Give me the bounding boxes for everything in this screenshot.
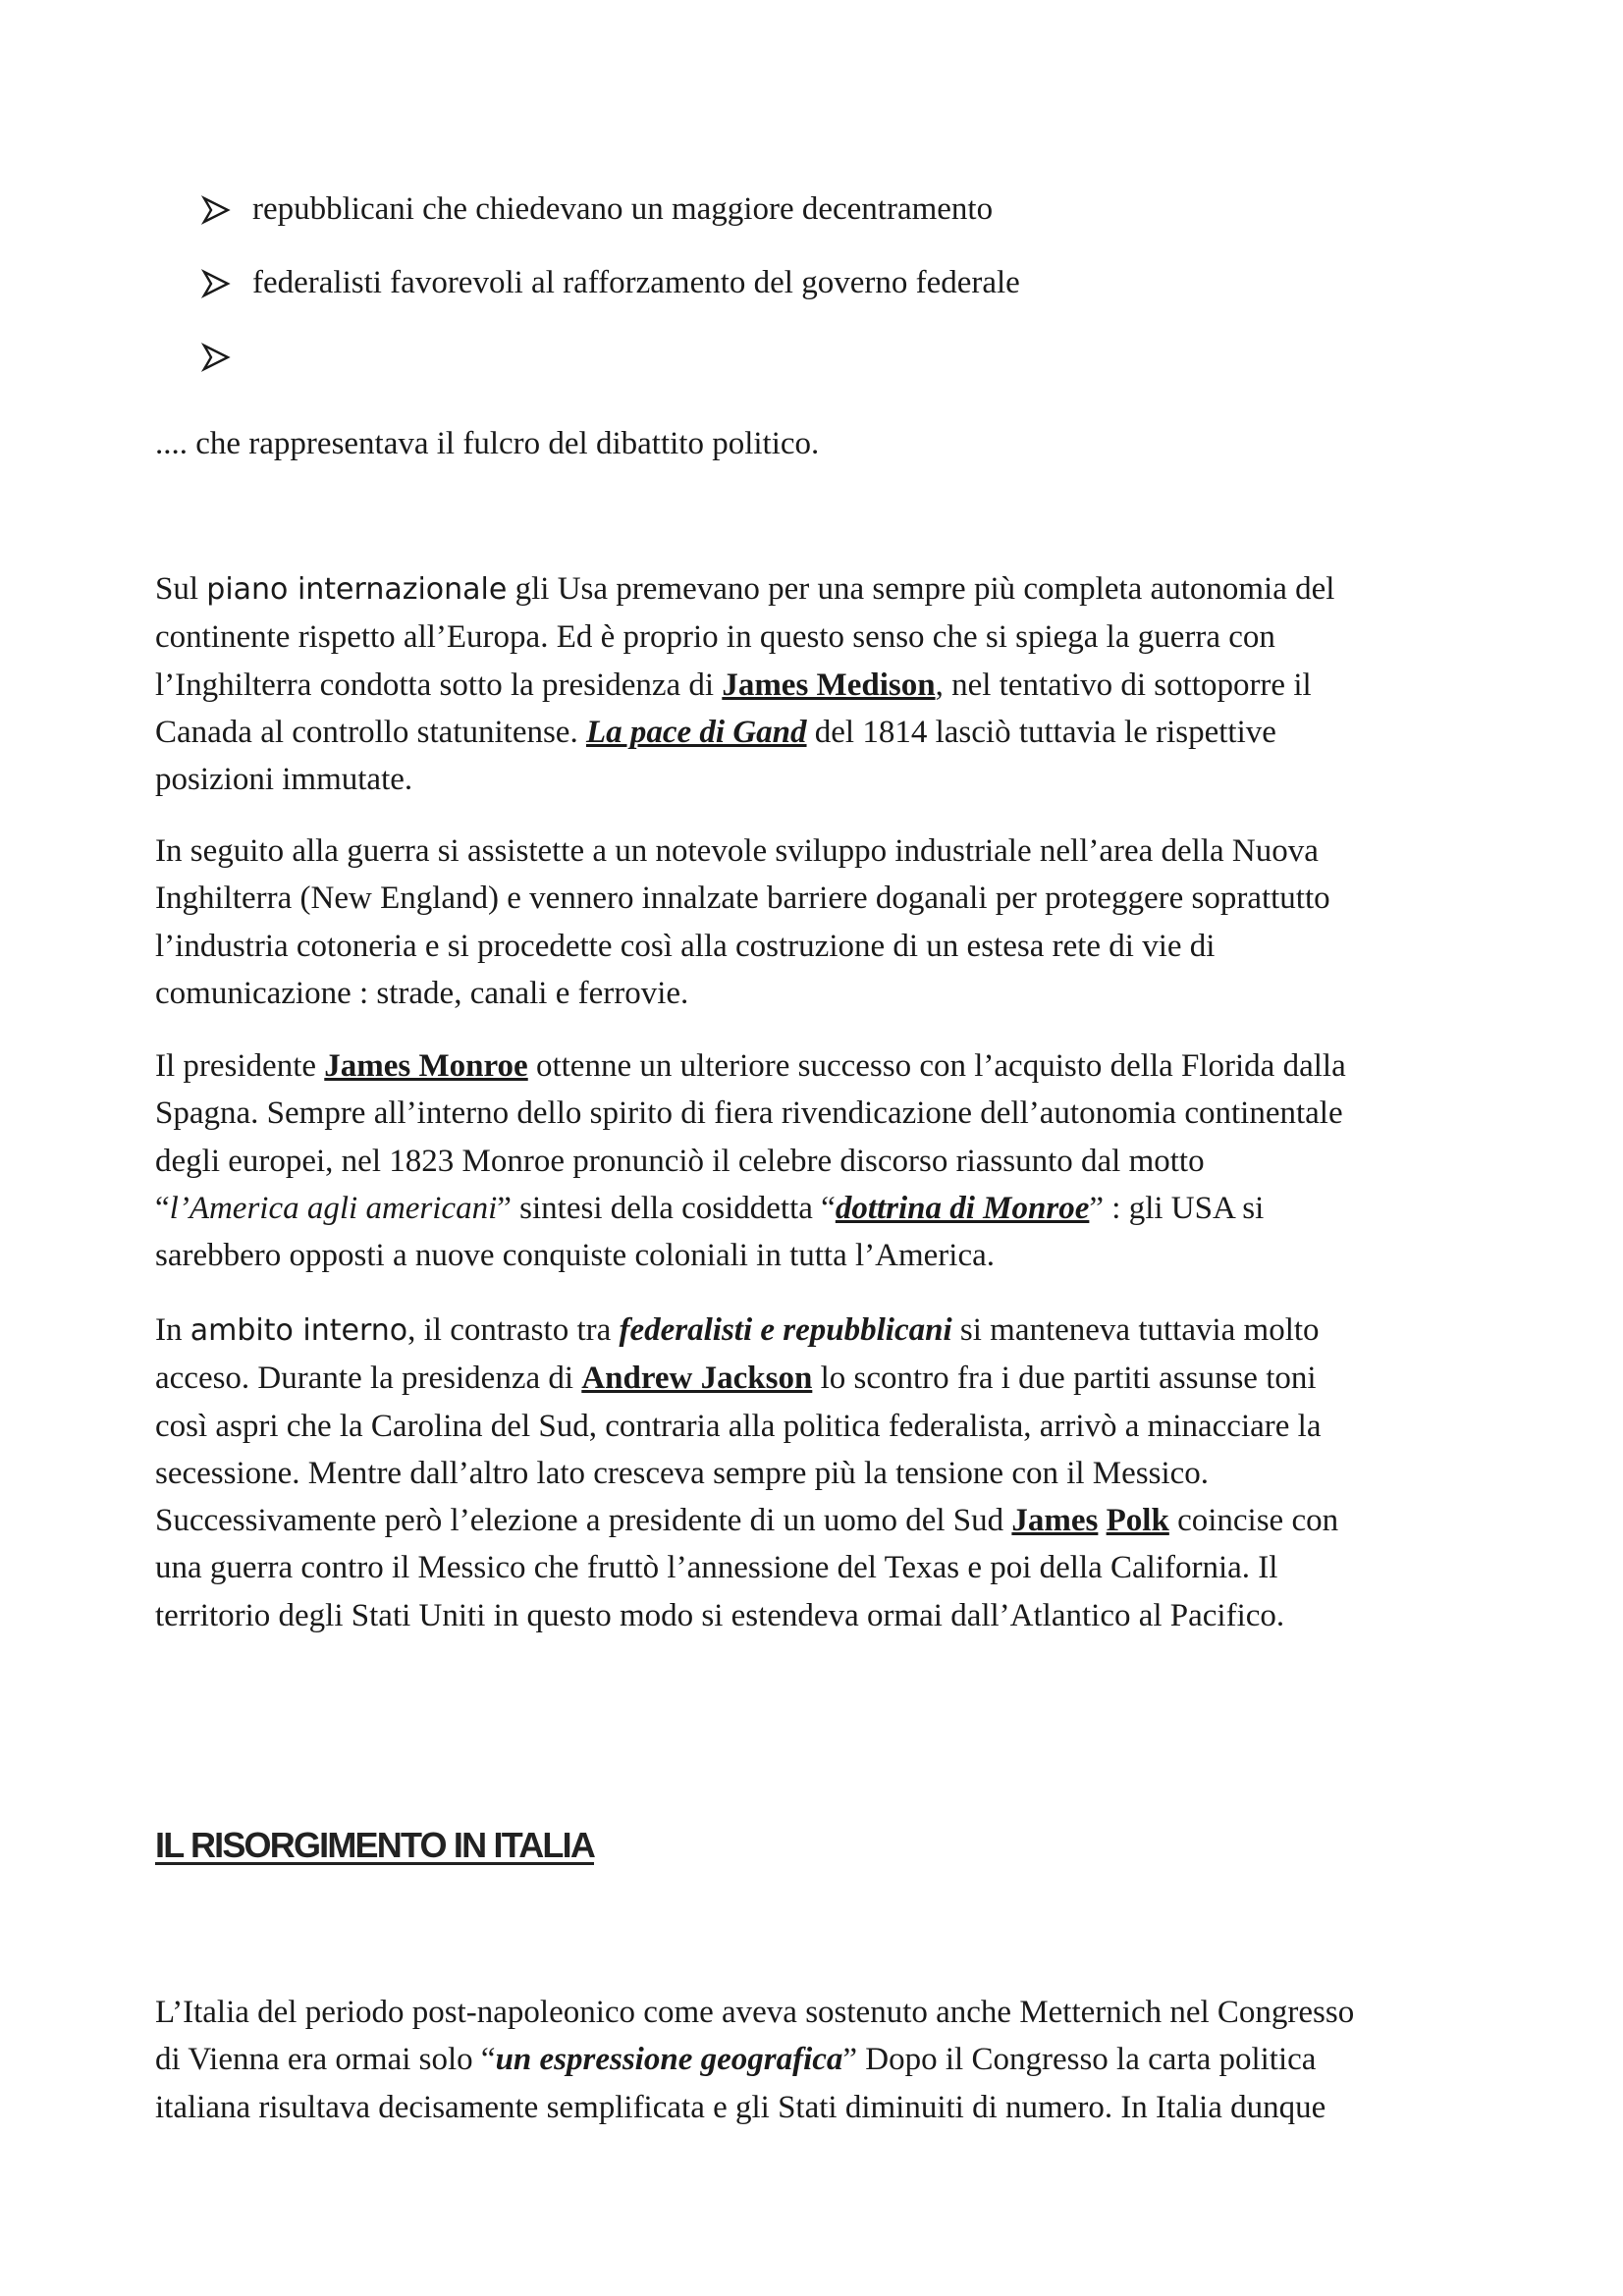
list-closing-sentence: .... che rappresentava il fulcro del dibattito politico. [155, 426, 820, 461]
text-run: gli Usa premevano per una sempre più completa autonomia del [507, 571, 1335, 607]
bullet-text: repubblicani che chiedevano un maggiore decentramento [252, 191, 994, 227]
text-run: di Vienna era ormai solo “ [155, 2042, 496, 2078]
bullet-list [201, 189, 1478, 410]
text-line [155, 1185, 1483, 1232]
text-run: acceso. Durante la presidenza di [155, 1361, 582, 1397]
name-james-medison: James Medison [722, 667, 936, 703]
text-line [155, 709, 1483, 756]
list-item [201, 189, 1478, 263]
text-line [155, 1497, 1483, 1544]
text-line: italiana risultava decisamente semplificata e gli Stati diminuiti di numero. In Italia dunque [155, 2089, 1326, 2125]
text-line: secessione. Mentre dall’altro lato cresceva sempre più la tensione con il Messico. [155, 1455, 1210, 1491]
text-run: Canada al controllo statunitense. [155, 714, 586, 750]
text-line: degli europei, nel 1823 Monroe pronunciò il celebre discorso riassunto dal motto [155, 1143, 1205, 1179]
text-run: ” Dopo il Congresso la carta politica [842, 2042, 1317, 2078]
text-run: ottenne un ulteriore successo con l’acquisto della Florida dalla [527, 1048, 1346, 1084]
text-line: una guerra contro il Messico che fruttò l’annessione del Texas e poi della California. Il [155, 1550, 1278, 1586]
text-run: lo scontro fra i due partiti assunse toni [812, 1361, 1317, 1397]
text-run: si manteneva tuttavia molto [951, 1312, 1320, 1348]
text-run: “ [155, 1190, 170, 1226]
list-item [201, 337, 1478, 410]
text-line: continente rispetto all’Europa. Ed è proprio in questo senso che si spiega la guerra con [155, 619, 1275, 656]
text-run: Il presidente [155, 1048, 325, 1084]
keyword-international: piano internazionale [206, 572, 508, 607]
text-run: ” : gli USA si [1089, 1190, 1265, 1226]
text-line: sarebbero opposti a nuove conquiste coloniali in tutta l’America. [155, 1238, 996, 1274]
text-run: coincise con [1168, 1503, 1339, 1539]
text-line [155, 1355, 1483, 1402]
arrowhead-bullet-icon [201, 195, 231, 225]
text-line: Inghilterra (New England) e vennero innalzate barriere doganali per proteggere soprattutto [155, 881, 1330, 917]
term-federalisti-repubblicani: federalisti e repubblicani [619, 1312, 952, 1348]
text-line: territorio degli Stati Uniti in questo modo si estendeva ormai dall’Atlantico al Pacifico. [155, 1597, 1285, 1633]
text-line: posizioni immutate. [155, 762, 413, 798]
text-line: Spagna. Sempre all’interno dello spirito di fiera rivendicazione dell’autonomia continentale [155, 1095, 1343, 1132]
list-item [201, 263, 1478, 337]
text-run: l’Inghilterra condotta sotto la presidenza di [155, 667, 723, 703]
arrowhead-bullet-icon [201, 343, 231, 372]
name-james: James [1011, 1503, 1099, 1539]
text-run: del 1814 lasciò tuttavia le rispettive [806, 714, 1276, 750]
text-line: l’industria cotoneria e si procedette così alla costruzione di un estesa rete di vie di [155, 928, 1216, 964]
text-line [155, 662, 1483, 709]
name-james-monroe: James Monroe [324, 1048, 528, 1084]
keyword-ambito-interno: ambito interno [189, 1313, 408, 1348]
motto-america-agli-americani: l’America agli americani [169, 1190, 498, 1226]
text-run: ” sintesi della cosiddetta “ [497, 1190, 836, 1226]
text-run [1098, 1503, 1106, 1538]
text-line [155, 2036, 1483, 2083]
quote-espressione-geografica: un espressione geografica [495, 2042, 843, 2078]
term-pace-di-gand: La pace di Gand [585, 714, 807, 750]
arrowhead-bullet-icon [201, 269, 231, 298]
paragraph-industrial-development [155, 828, 1483, 1017]
paragraph-italy [155, 1989, 1483, 2131]
paragraph-internal-affairs [155, 1307, 1483, 1639]
name-polk: Polk [1106, 1503, 1169, 1539]
text-line: comunicazione : strade, canali e ferrovie. [155, 975, 689, 1011]
text-run: , nel tentativo di sottoporre il [935, 667, 1312, 703]
text-line: In seguito alla guerra si assistette a un notevole sviluppo industriale nell’area della Nuova [155, 833, 1319, 869]
text-run: In [155, 1312, 190, 1348]
paragraph-international [155, 565, 1483, 803]
text-line [155, 565, 1483, 614]
text-run: , il contrasto tra [407, 1312, 620, 1348]
text-line [155, 1042, 1483, 1090]
bullet-text: federalisti favorevoli al rafforzamento del governo federale [252, 265, 1020, 300]
text-line: L’Italia del periodo post-napoleonico come aveva sostenuto anche Metternich nel Congresso [155, 1995, 1355, 2030]
text-run: Sul [155, 571, 207, 607]
text-line: così aspri che la Carolina del Sud, contraria alla politica federalista, arrivò a minacciare la [155, 1408, 1322, 1444]
name-andrew-jackson: Andrew Jackson [581, 1361, 813, 1397]
text-line [155, 1307, 1483, 1355]
text-run: Successivamente però l’elezione a presidente di un uomo del Sud [155, 1503, 1012, 1539]
paragraph-monroe [155, 1042, 1483, 1279]
section-heading: IL RISORGIMENTO IN ITALIA [155, 1825, 595, 1865]
term-dottrina-di-monroe: dottrina di Monroe [835, 1190, 1090, 1226]
